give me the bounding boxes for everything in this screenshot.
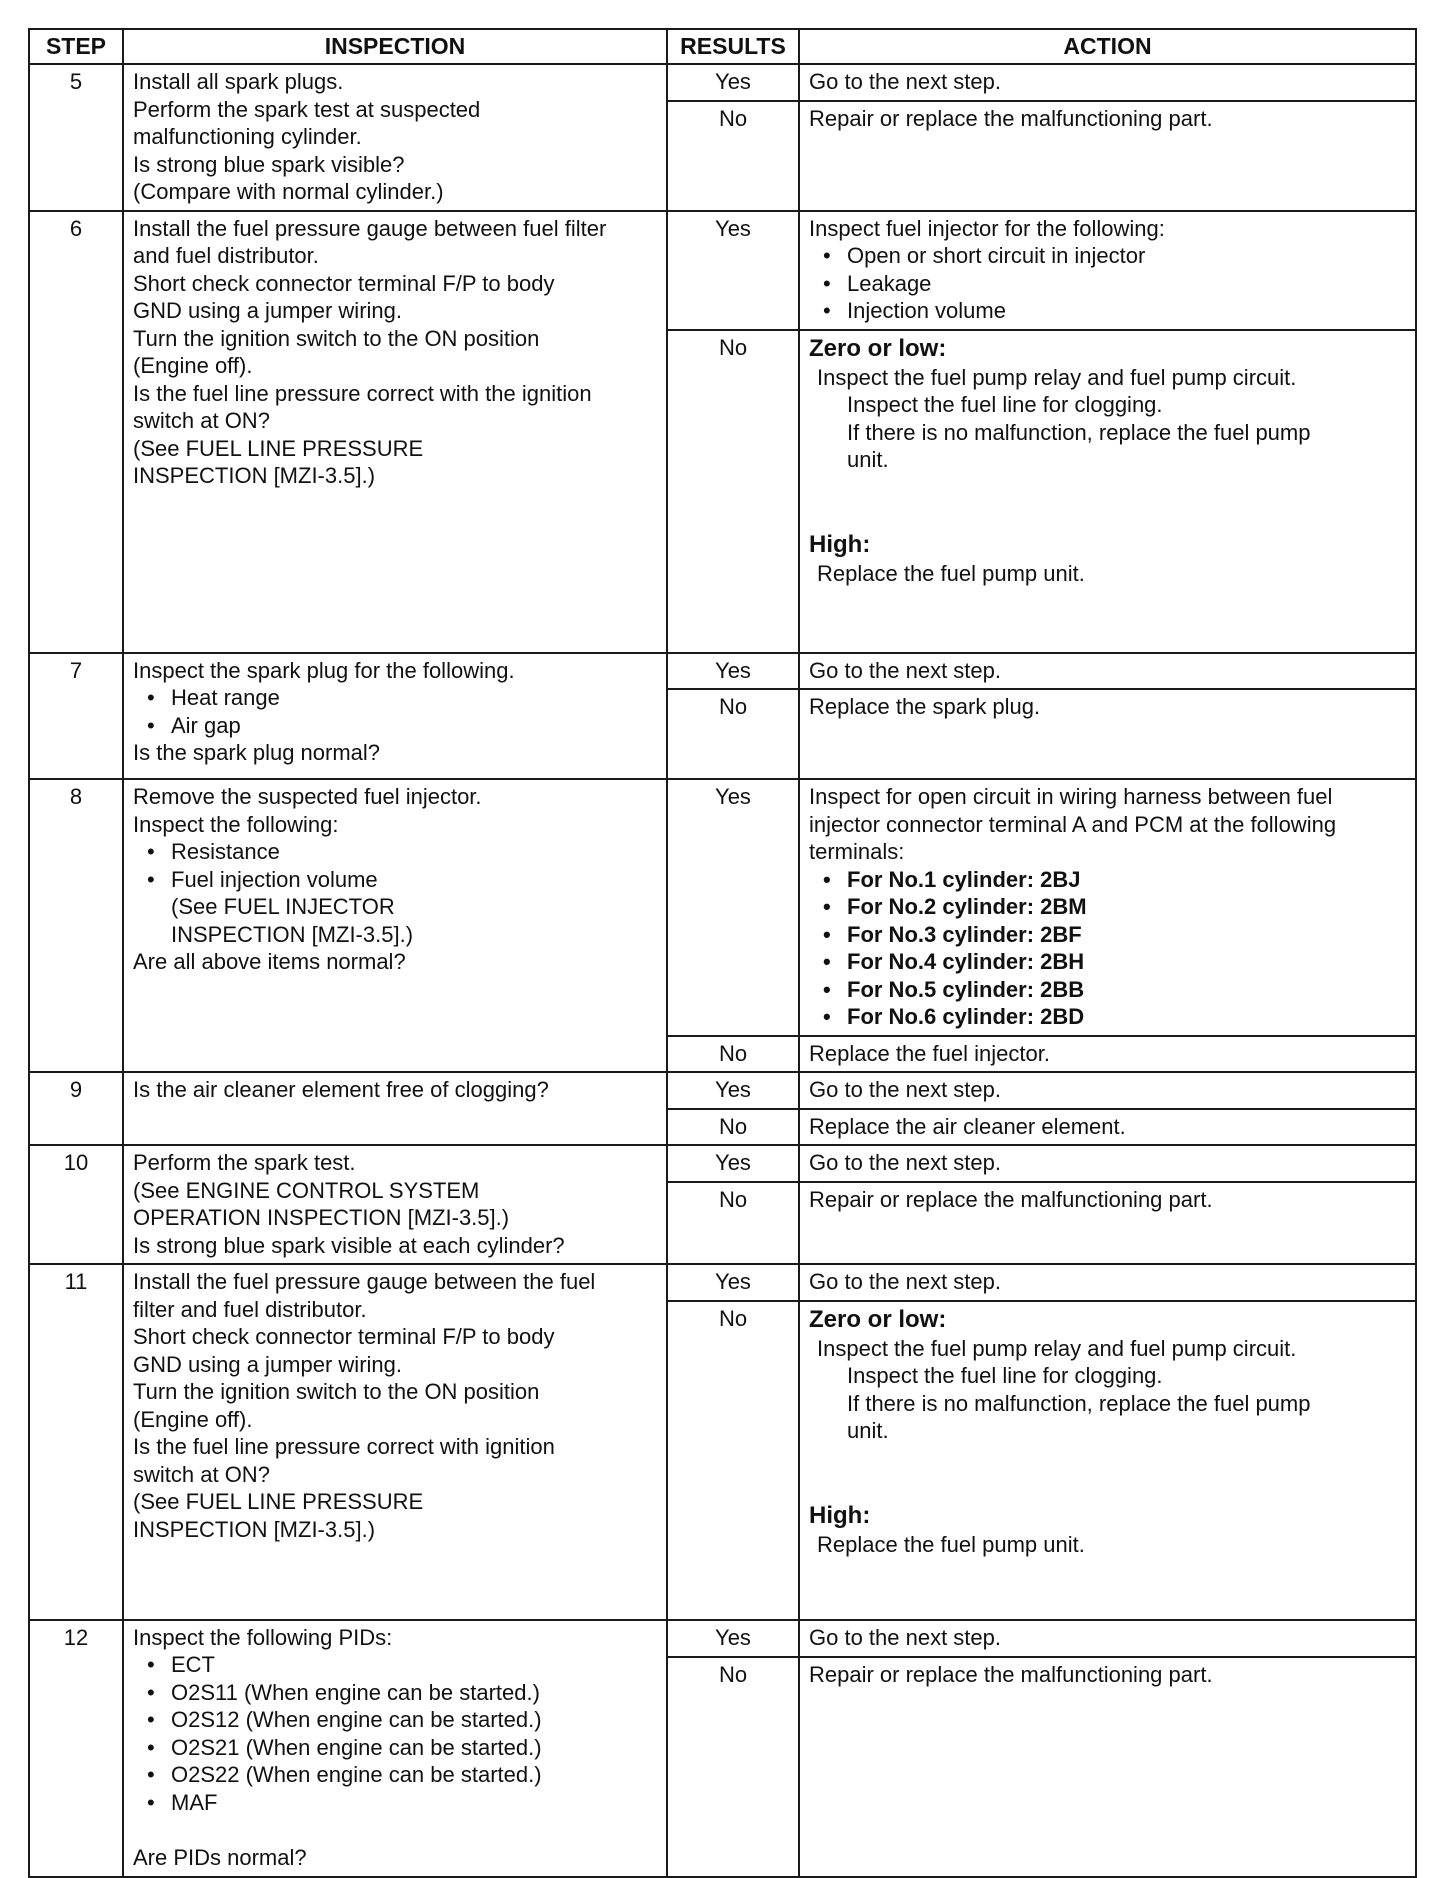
inspection-line: and fuel distributor.	[133, 243, 319, 268]
inspection-line: Is the fuel line pressure correct with the ignition	[133, 380, 592, 406]
inspection-line: (See FUEL LINE PRESSURE	[133, 1489, 424, 1514]
action-line: unit.	[847, 447, 889, 472]
inspection-cell	[123, 653, 667, 780]
step-9-yes-row	[29, 1072, 1416, 1109]
inspection-line: Are PIDs normal?	[133, 1845, 307, 1870]
result-yes: Yes	[667, 1620, 799, 1657]
result-no: No	[667, 1182, 799, 1264]
diagnostic-table-frame	[28, 28, 1415, 1878]
inspection-line: OPERATION INSPECTION [MZI-3.5].)	[133, 1205, 510, 1230]
inspection-line: Perform the spark test at suspected	[133, 96, 481, 122]
action-line: Inspect the fuel pump relay and fuel pump circuit.	[817, 364, 1297, 390]
inspection-line: GND using a jumper wiring.	[133, 298, 402, 323]
inspection-line: Inspect the following:	[133, 811, 339, 837]
inspection-line: (See FUEL LINE PRESSURE	[133, 435, 424, 461]
pid-bullet: • O2S11 (When engine can be started.)	[133, 1679, 658, 1707]
action-no	[799, 330, 1416, 653]
terminal-bullet: • For No.1 cylinder: 2BJ	[809, 866, 1407, 894]
action-heading-zero-low: Zero or low:	[809, 334, 947, 362]
inspection-line: Short check connector terminal F/P to body	[133, 270, 555, 296]
action-yes: Go to the next step.	[799, 653, 1416, 690]
inspection-cell	[123, 211, 667, 653]
terminal-bullet: • For No.4 cylinder: 2BH	[809, 948, 1407, 976]
action-yes: Go to the next step.	[799, 1264, 1416, 1301]
result-yes: Yes	[667, 779, 799, 1036]
inspection-line: Remove the suspected fuel injector.	[133, 784, 482, 809]
inspection-bullet: • Heat range	[133, 684, 658, 712]
action-no: Replace the fuel injector.	[799, 1036, 1416, 1073]
step-12-yes-row	[29, 1620, 1416, 1657]
step-number: 12	[29, 1620, 123, 1877]
result-yes: Yes	[667, 1072, 799, 1109]
inspection-line: Are all above items normal?	[133, 949, 406, 974]
action-line: Inspect fuel injector for the following:	[809, 215, 1165, 241]
action-no: Repair or replace the malfunctioning part.	[799, 1182, 1416, 1264]
action-heading-zero-low: Zero or low:	[809, 1305, 947, 1333]
inspection-sub-line: (See FUEL INJECTOR	[171, 894, 395, 919]
inspection-line: Perform the spark test.	[133, 1150, 356, 1175]
inspection-line: switch at ON?	[133, 1461, 270, 1487]
inspection-line: Turn the ignition switch to the ON position	[133, 1379, 540, 1404]
action-yes	[799, 211, 1416, 330]
terminal-bullet: • For No.6 cylinder: 2BD	[809, 1003, 1407, 1031]
step-11-yes-row	[29, 1264, 1416, 1301]
action-line: If there is no malfunction, replace the fuel pump	[847, 419, 1311, 445]
diagnostic-table	[28, 28, 1417, 1878]
inspection-line: Turn the ignition switch to the ON position	[133, 325, 540, 351]
inspection-line: filter and fuel distributor.	[133, 1296, 367, 1322]
result-yes: Yes	[667, 653, 799, 690]
inspection-line: INSPECTION [MZI-3.5].)	[133, 1516, 376, 1542]
action-no	[799, 1301, 1416, 1620]
spacer	[133, 1816, 658, 1844]
spacer	[809, 1473, 1407, 1501]
inspection-line: Install all spark plugs.	[133, 69, 344, 94]
result-no: No	[667, 1657, 799, 1877]
action-bullet: • Open or short circuit in injector	[809, 242, 1407, 270]
inspection-line: Install the fuel pressure gauge between fuel filter	[133, 215, 607, 241]
inspection-cell	[123, 779, 667, 1072]
inspection-cell	[123, 1072, 667, 1145]
pid-bullet: • ECT	[133, 1651, 658, 1679]
pid-bullet: • O2S12 (When engine can be started.)	[133, 1706, 658, 1734]
step-number: 6	[29, 211, 123, 653]
action-bullet: • Injection volume	[809, 297, 1407, 325]
action-no: Repair or replace the malfunctioning part.	[799, 1657, 1416, 1877]
inspection-line: Is strong blue spark visible?	[133, 151, 405, 177]
inspection-line: malfunctioning cylinder.	[133, 124, 362, 149]
step-number: 5	[29, 64, 123, 211]
pid-bullet: • O2S22 (When engine can be started.)	[133, 1761, 658, 1789]
action-line: Inspect the fuel pump relay and fuel pump circuit.	[817, 1335, 1297, 1361]
step-8-yes-row	[29, 779, 1416, 1036]
action-yes: Go to the next step.	[799, 1145, 1416, 1182]
step-number: 9	[29, 1072, 123, 1145]
result-no: No	[667, 1301, 799, 1620]
header-results: RESULTS	[667, 29, 799, 64]
inspection-line: (Engine off).	[133, 353, 253, 378]
action-line: Replace the fuel pump unit.	[817, 1531, 1085, 1557]
result-yes: Yes	[667, 211, 799, 330]
inspection-bullet: • Fuel injection volume	[133, 866, 658, 894]
step-number: 7	[29, 653, 123, 780]
inspection-line: switch at ON?	[133, 408, 270, 433]
action-line: Inspect the fuel line for clogging.	[847, 392, 1163, 417]
inspection-cell	[123, 1145, 667, 1264]
inspection-line: Is the air cleaner element free of clogging?	[133, 1077, 549, 1102]
inspection-line: INSPECTION [MZI-3.5].)	[133, 463, 376, 488]
action-line: Inspect for open circuit in wiring harness between fuel	[809, 784, 1333, 809]
header-step: STEP	[29, 29, 123, 64]
result-yes: Yes	[667, 1145, 799, 1182]
action-heading-high: High:	[809, 530, 871, 558]
result-no: No	[667, 1036, 799, 1073]
action-line: unit.	[847, 1418, 889, 1443]
action-no: Replace the air cleaner element.	[799, 1109, 1416, 1146]
inspection-line: GND using a jumper wiring.	[133, 1351, 402, 1377]
result-yes: Yes	[667, 1264, 799, 1301]
step-7-yes-row	[29, 653, 1416, 690]
action-yes	[799, 779, 1416, 1036]
action-yes: Go to the next step.	[799, 1072, 1416, 1109]
step-6-yes-row	[29, 211, 1416, 330]
result-yes: Yes	[667, 64, 799, 101]
action-line: terminals:	[809, 839, 905, 864]
inspection-line: Is strong blue spark visible at each cylinder?	[133, 1232, 565, 1258]
inspection-cell	[123, 1264, 667, 1620]
inspection-line: Inspect the spark plug for the following.	[133, 657, 515, 683]
inspection-sub-line: INSPECTION [MZI-3.5].)	[171, 921, 414, 947]
action-line: Replace the fuel pump unit.	[817, 560, 1085, 586]
inspection-bullet: • Air gap	[133, 712, 658, 740]
header-inspection: INSPECTION	[123, 29, 667, 64]
inspection-line: Is the fuel line pressure correct with ignition	[133, 1434, 555, 1459]
result-no: No	[667, 689, 799, 779]
step-5-yes-row	[29, 64, 1416, 101]
pid-bullet: • MAF	[133, 1789, 658, 1817]
result-no: No	[667, 101, 799, 211]
spacer	[809, 1445, 1407, 1473]
step-number: 8	[29, 779, 123, 1072]
terminal-bullet: • For No.3 cylinder: 2BF	[809, 921, 1407, 949]
result-no: No	[667, 330, 799, 653]
action-no: Replace the spark plug.	[799, 689, 1416, 779]
header-row	[29, 29, 1416, 64]
inspection-line: Is the spark plug normal?	[133, 740, 381, 765]
action-no: Repair or replace the malfunctioning part.	[799, 101, 1416, 211]
step-number: 11	[29, 1264, 123, 1620]
pid-bullet: • O2S21 (When engine can be started.)	[133, 1734, 658, 1762]
header-action: ACTION	[799, 29, 1416, 64]
action-yes: Go to the next step.	[799, 64, 1416, 101]
inspection-cell	[123, 64, 667, 211]
action-line: If there is no malfunction, replace the fuel pump	[847, 1390, 1311, 1416]
action-bullet: • Leakage	[809, 270, 1407, 298]
inspection-line: Inspect the following PIDs:	[133, 1624, 393, 1650]
inspection-line: (Engine off).	[133, 1406, 253, 1432]
spacer	[809, 474, 1407, 502]
action-yes: Go to the next step.	[799, 1620, 1416, 1657]
action-heading-high: High:	[809, 1501, 871, 1529]
terminal-bullet: • For No.5 cylinder: 2BB	[809, 976, 1407, 1004]
inspection-line: (See ENGINE CONTROL SYSTEM	[133, 1177, 480, 1203]
inspection-bullet: • Resistance	[133, 838, 658, 866]
spacer	[809, 502, 1407, 530]
inspection-cell	[123, 1620, 667, 1877]
inspection-line: Install the fuel pressure gauge between the fuel	[133, 1269, 596, 1294]
result-no: No	[667, 1109, 799, 1146]
inspection-line: (Compare with normal cylinder.)	[133, 179, 444, 204]
terminal-bullet: • For No.2 cylinder: 2BM	[809, 893, 1407, 921]
action-line: injector connector terminal A and PCM at the following	[809, 811, 1337, 837]
inspection-line: Short check connector terminal F/P to body	[133, 1324, 555, 1349]
action-line: Inspect the fuel line for clogging.	[847, 1363, 1163, 1388]
step-number: 10	[29, 1145, 123, 1264]
step-10-yes-row	[29, 1145, 1416, 1182]
